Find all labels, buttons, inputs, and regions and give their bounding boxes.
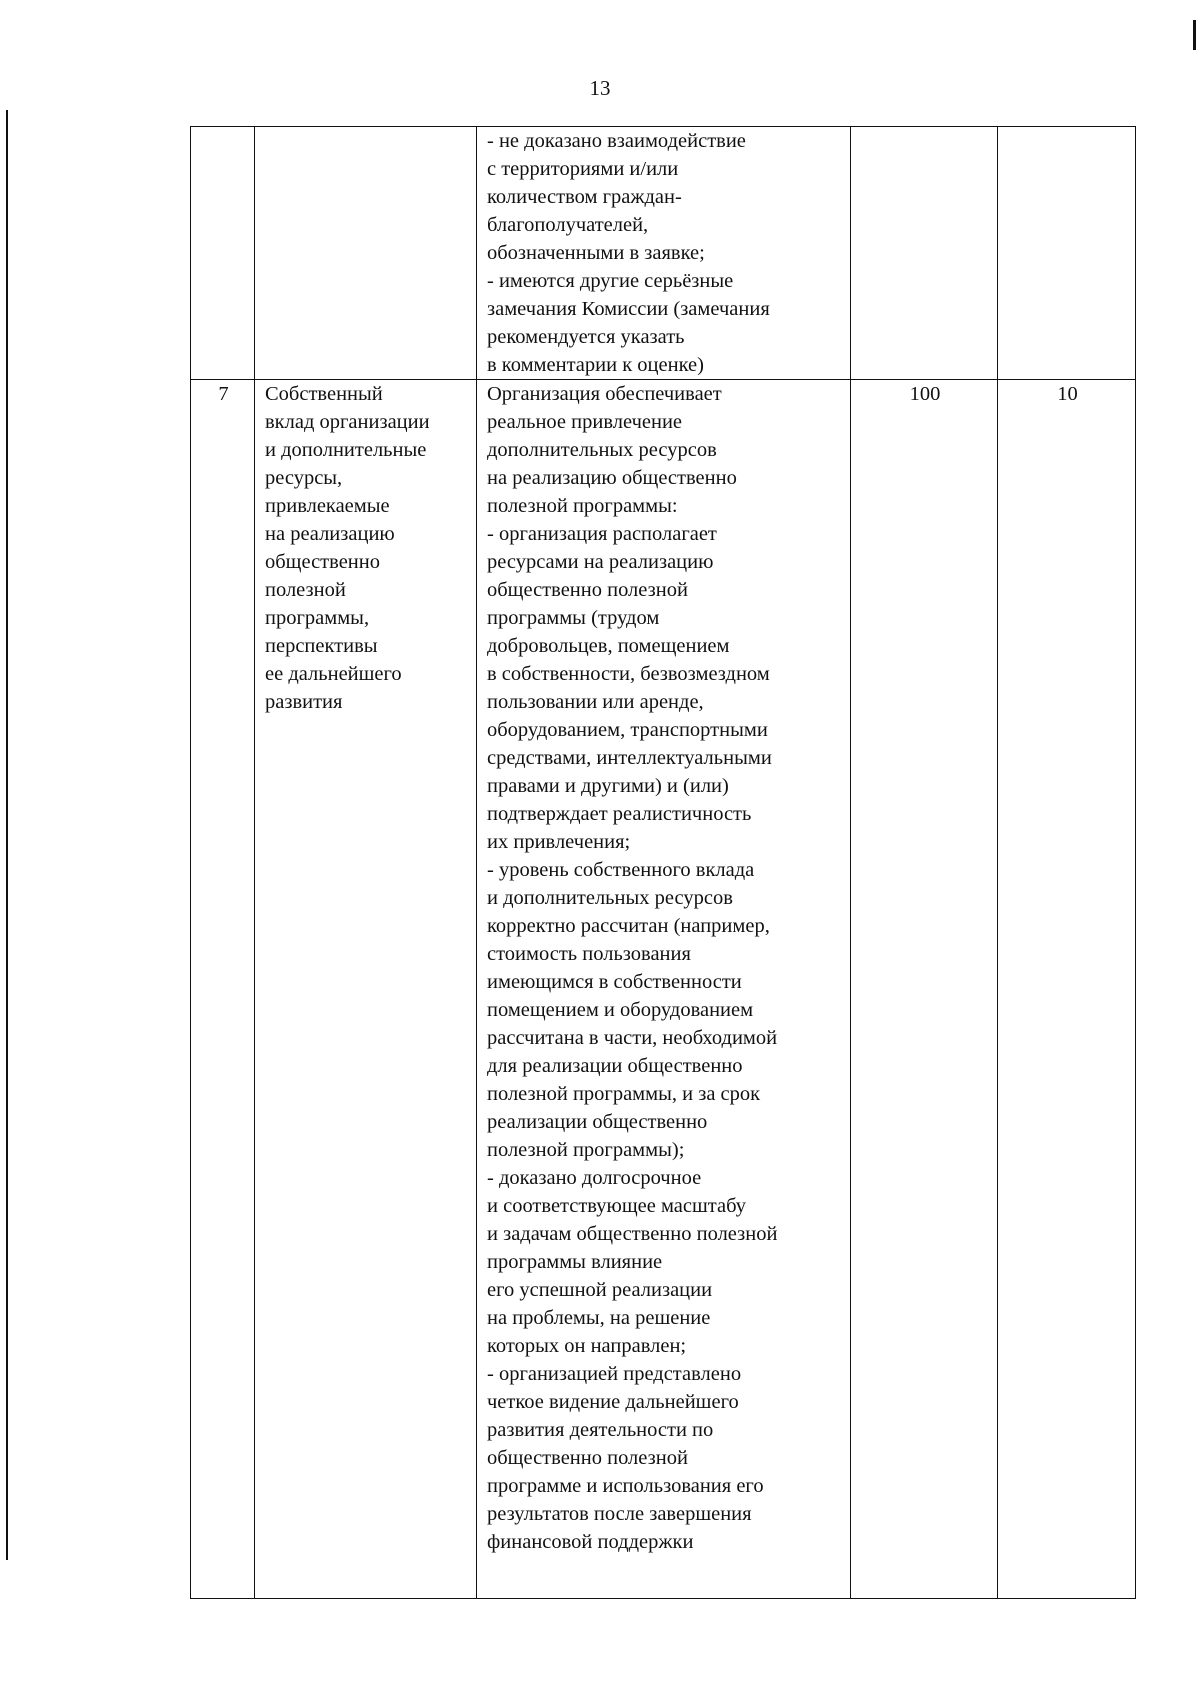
criterion-cell: Собственный вклад организации и дополнительные ресурсы, привлекаемые на реализацию общественно полезной программы, перспективы ее дальнейшего развития bbox=[255, 380, 477, 1599]
row-index-cell: 7 bbox=[191, 380, 255, 1599]
table-row-7 bbox=[191, 380, 1136, 1599]
scan-edge-mark-left bbox=[6, 110, 8, 1560]
description-cell: Организация обеспечивает реальное привлечение дополнительных ресурсов на реализацию общественно полезной программы: - организация располагает ресурсами на реализацию общественно полезной программы (трудом добровольцев, помещением в собственности, безвозмездном пользовании или аренде, оборудованием, транспортными средствами, интеллектуальными правами и другими) и (или) подтверждает реалистичность их привлечения; - уровень собственного вклада и дополнительных ресурсов корректно рассчитан (например, стоимость пользования имеющимся в собственности помещением и оборудованием рассчитана в части, необходимой для реализации общественно полезной программы, и за срок реализации общественно полезной программы); - доказано долгосрочное и соответствующее масштабу и задачам общественно полезной программы влияние его успешной реализации на проблемы, на решение которых он направлен; - организацией представлено четкое видение дальнейшего развития деятельности по общественно полезной программе и использования его результатов после завершения финансовой поддержки bbox=[477, 380, 851, 1599]
max-score-cell bbox=[851, 127, 998, 380]
criterion-cell bbox=[255, 127, 477, 380]
max-score-cell: 100 bbox=[851, 380, 998, 1599]
scan-edge-mark-right bbox=[1193, 20, 1196, 50]
row-index-cell bbox=[191, 127, 255, 380]
page-number: 13 bbox=[589, 76, 611, 100]
criteria-table bbox=[190, 126, 1136, 1599]
weight-cell bbox=[998, 127, 1136, 380]
weight-cell: 10 bbox=[998, 380, 1136, 1599]
table-row-continued bbox=[191, 127, 1136, 380]
description-cell: - не доказано взаимодействие с территориями и/или количеством граждан- благополучателей, обозначенными в заявке; - имеются другие серьёзные замечания Комиссии (замечания рекомендуется указать в комментарии к оценке) bbox=[477, 127, 851, 380]
